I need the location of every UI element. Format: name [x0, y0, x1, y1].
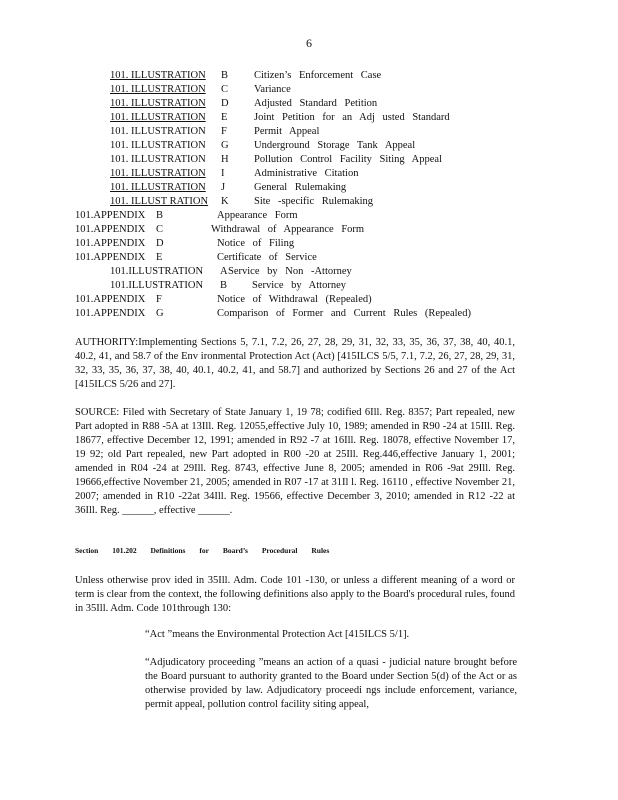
toc-code: 101.ILLUSTRATION	[110, 266, 204, 277]
toc-row	[0, 168, 618, 182]
toc-title: Variance	[254, 84, 291, 95]
toc-code: 101.APPENDIX	[75, 238, 146, 249]
toc-title: Appearance Form	[217, 210, 298, 221]
toc-row	[0, 224, 618, 238]
toc-row	[0, 252, 618, 266]
toc-title: Pollution Control Facility Siting Appeal	[254, 154, 443, 165]
toc-letter: A	[220, 266, 228, 277]
toc-code: 101. ILLUSTRATION	[110, 154, 206, 165]
toc-row	[0, 210, 618, 224]
toc-letter: C	[221, 84, 229, 95]
toc-letter: I	[221, 168, 225, 179]
toc-letter: B	[221, 70, 229, 81]
toc-letter: F	[156, 294, 162, 305]
toc-code: 101. ILLUSTRATION	[110, 98, 206, 109]
section-word-procedural: Procedural	[261, 546, 298, 555]
toc-title: Service by Attorney	[252, 280, 346, 291]
toc-code: 101. ILLUST RATION	[110, 196, 209, 207]
toc-title: Comparison of Former and Current Rules (Repealed)	[217, 308, 471, 319]
toc-row	[0, 294, 618, 308]
toc-code: 101.APPENDIX	[75, 308, 146, 319]
toc-letter: E	[156, 252, 163, 263]
section-word-for: for	[199, 546, 209, 555]
toc-code: 101. ILLUSTRATION	[110, 140, 206, 151]
toc-code: 101.APPENDIX	[75, 252, 146, 263]
toc-title: Adjusted Standard Petition	[254, 98, 378, 109]
toc-letter: D	[221, 98, 229, 109]
toc-row	[0, 238, 618, 252]
toc-row	[0, 182, 618, 196]
toc-title: Permit Appeal	[254, 126, 320, 137]
toc-code: 101.APPENDIX	[75, 224, 146, 235]
toc-row	[0, 126, 618, 140]
toc-code: 101. ILLUSTRATION	[110, 84, 206, 95]
toc-code: 101. ILLUSTRATION	[110, 126, 206, 137]
authority-paragraph: AUTHORITY:Implementing Sections 5, 7.1, 7.2, 26, 27, 28, 29, 31, 32, 33, 35, 36, 37, 38, 40, 40.1, 40.2, 41, and 58.7 of the Env ironmental Protection Act (Act) [415ILCS 5/5, 7.1, 7.2, 26, 27, 28, 29, 31, 32, 33, 35, 36, 37, 38, 40, 40.1, 40.2, 41, and 58.7] and authorized by Sections 26 and 27 of the Act [415ILCS 5/26 and 27].	[75, 337, 515, 390]
toc-row	[0, 112, 618, 126]
toc-letter: B	[220, 280, 228, 291]
page-number: 6	[306, 36, 312, 50]
toc-letter: K	[221, 196, 229, 207]
toc-row	[0, 84, 618, 98]
section-label: Section	[75, 546, 99, 555]
toc-title: Site -specific Rulemaking	[254, 196, 374, 207]
section-word-boards: Board’s	[222, 546, 248, 555]
toc-letter: E	[221, 112, 228, 123]
toc-code: 101.APPENDIX	[75, 294, 146, 305]
toc-code: 101. ILLUSTRATION	[110, 182, 206, 193]
toc-title: Underground Storage Tank Appeal	[254, 140, 416, 151]
section-word-definitions: Definitions	[150, 546, 186, 555]
toc-code: 101. ILLUSTRATION	[110, 112, 206, 123]
toc-title: Certificate of Service	[217, 252, 317, 263]
toc-title: General Rulemaking	[254, 182, 347, 193]
toc-row	[0, 98, 618, 112]
toc-title: Withdrawal of Appearance Form	[211, 224, 365, 235]
toc-title: Joint Petition for an Adj usted Standard	[254, 112, 450, 123]
toc-letter: D	[156, 238, 164, 249]
toc-row	[0, 280, 618, 294]
toc-letter: F	[221, 126, 227, 137]
toc-letter: G	[221, 140, 229, 151]
toc-title: Administrative Citation	[254, 168, 359, 179]
toc-letter: G	[156, 308, 164, 319]
toc-row	[0, 308, 618, 322]
definition-adjudicatory-proceeding: “Adjudicatory proceeding ”means an action of a quasi - judicial nature brought before the Board pursuant to authority granted to the Board under Section 5(d) of the Act or as otherwise provided by law. Adjudicatory proceedi ngs include enforcement, variance, permit appeal, pollution control facility siting appeal,	[145, 657, 517, 710]
toc-letter: C	[156, 224, 164, 235]
section-heading	[75, 546, 341, 555]
section-word-rules: Rules	[311, 546, 330, 555]
toc-code: 101. ILLUSTRATION	[110, 70, 206, 81]
intro-paragraph: Unless otherwise prov ided in 35Ill. Adm. Code 101 -130, or unless a different meaning of a word or term is clear from the context, the following definitions also apply to the Board's procedural rules, found in 35Ill. Adm. Code 101through 130:	[75, 575, 515, 614]
definition-act: “Act ”means the Environmental Protection Act [415ILCS 5/1].	[145, 629, 410, 640]
section-number: 101.202	[112, 546, 137, 555]
toc-letter: B	[156, 210, 164, 221]
toc-title: Notice of Filing	[217, 238, 295, 249]
toc-title: Notice of Withdrawal (Repealed)	[217, 294, 372, 305]
toc-title: Service by Non -Attorney	[228, 266, 352, 277]
toc-code: 101.APPENDIX	[75, 210, 146, 221]
toc-row	[0, 154, 618, 168]
toc-letter: J	[221, 182, 226, 193]
toc-row	[0, 70, 618, 84]
toc-title: Citizen’s Enforcement Case	[254, 70, 382, 81]
toc-row	[0, 196, 618, 210]
toc-letter: H	[221, 154, 229, 165]
toc-code: 101.ILLUSTRATION	[110, 280, 204, 291]
toc-row	[0, 266, 618, 280]
toc-row	[0, 140, 618, 154]
table-of-contents	[0, 70, 618, 322]
source-paragraph: SOURCE: Filed with Secretary of State January 1, 19 78; codified 6Ill. Reg. 8357; Part repealed, new Part adopted in R88 -5A at 13Ill. Reg. 12055,effective July 10, 1989; amended in R90 -24 at 15Ill. Reg. 18677, effective December 12, 1991; amended in R92 -7 at 16Ill. Reg. 18078, effective November 17, 19 92; old Part repealed, new Part adopted in R00 -20 at 25Ill. Reg.446,effective January 1, 2001; amended in R04 -24 at 29Ill. Reg. 8743, effective June 8, 2005; amended in R06 -9at 29Ill. Reg. 19666,effective November 21, 2005; amended in R07 -17 at 31Il l. Reg. 16110 , effective November 21, 2007; amended in R10 -22at 34Ill. Reg. 19566, effective December 3, 2010; amended in R12 -22 at 36Ill. Reg. ______, effective ______.	[75, 407, 515, 516]
toc-code: 101. ILLUSTRATION	[110, 168, 206, 179]
